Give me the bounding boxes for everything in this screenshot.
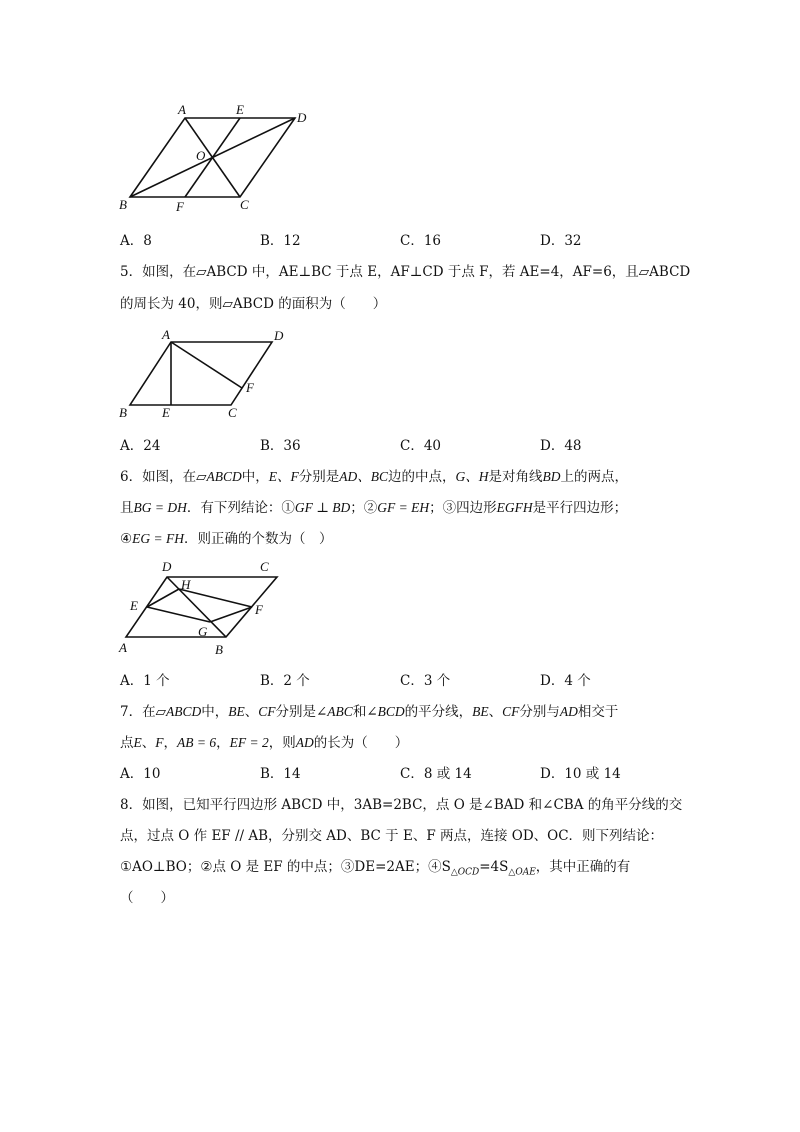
q7-stem-line2: 点E、F，AB = 6，EF = 2，则AD的长为（ ）: [120, 735, 409, 751]
label-D: D: [297, 110, 307, 125]
q5-option-d: D．48: [540, 438, 582, 454]
label-C: C: [228, 405, 237, 420]
q7-option-a: A．10: [120, 766, 161, 782]
q6-option-a: A．1 个: [120, 673, 170, 689]
q7-stem-line1: 7．在▱ABCD中，BE、CF分别是∠ABC和∠BCD的平分线，BE、CF分别与AD相交于: [120, 704, 619, 720]
label-A: A: [178, 102, 186, 117]
q4-option-a: A．8: [120, 233, 152, 249]
q7-option-c: C．8 或 14: [400, 766, 472, 782]
q6-stem-line1: 6．如图，在▱ABCD中，E、F分别是AD、BC边的中点，G、H是对角线BD上的两点，: [120, 469, 628, 485]
q8-stem-line2: 点，过点 O 作 EF // AB，分别交 AD、BC 于 E、F 两点，连接 OD、OC．则下列结论：: [120, 828, 664, 844]
label-C: C: [260, 559, 269, 574]
figure-parallelogram-altitudes: [112, 325, 302, 420]
label-G: G: [198, 624, 208, 639]
q7-option-d: D．10 或 14: [540, 766, 621, 782]
q5-option-b: B．36: [260, 438, 301, 454]
q8-stem-line1: 8．如图，已知平行四边形 ABCD 中，3AB=2BC，点 O 是∠BAD 和∠CBA 的角平分线的交: [120, 797, 683, 813]
label-C: C: [240, 197, 249, 212]
q5-option-a: A．24: [120, 438, 161, 454]
q6-option-c: C．3 个: [400, 673, 451, 689]
q6-stem-line2: 且BG = DH．有下列结论：①GF ⊥ BD；②GF = EH；③四边形EGFH是平行四边形；: [120, 500, 628, 516]
q5-option-c: C．40: [400, 438, 442, 454]
q7-option-b: B．14: [260, 766, 301, 782]
figure-parallelogram-abcd-diagonals: [112, 100, 322, 215]
q4-option-d: D．32: [540, 233, 582, 249]
label-B: B: [215, 642, 223, 657]
label-F: F: [255, 602, 263, 617]
label-D: D: [162, 559, 172, 574]
q4-option-b: B．12: [260, 233, 301, 249]
label-O: O: [196, 148, 206, 163]
label-E: E: [162, 405, 170, 420]
q6-option-d: D．4 个: [540, 673, 591, 689]
label-H: H: [181, 577, 191, 592]
q4-option-c: C．16: [400, 233, 442, 249]
label-B: B: [119, 197, 127, 212]
label-A: A: [119, 640, 127, 655]
label-E: E: [130, 598, 138, 613]
label-E: E: [236, 102, 244, 117]
q8-stem-line3: ①AO⊥BO；②点 O 是 EF 的中点；③DE=2AE；$④S_{\triangle OCD}=4S_{\triangle OAE}$，其中正确的有: [120, 859, 631, 878]
q8-stem-line4: （ ）: [120, 890, 174, 906]
label-B: B: [119, 405, 127, 420]
label-F: F: [246, 380, 254, 395]
figure-parallelogram-midpoints: [112, 556, 292, 658]
label-F: F: [176, 199, 184, 214]
label-D: D: [274, 328, 284, 343]
q6-stem-line3: ④EG = FH．则正确的个数为（ ）: [120, 531, 333, 547]
label-A: A: [162, 327, 170, 342]
q5-stem-line2: 的周长为 40，则▱ABCD 的面积为（ ）: [120, 296, 387, 312]
q6-option-b: B．2 个: [260, 673, 310, 689]
q5-stem-line1: 5．如图，在▱ABCD 中，AE⊥BC 于点 E，AF⊥CD 于点 F，若 AE=4，AF=6，且▱ABCD: [120, 264, 691, 280]
